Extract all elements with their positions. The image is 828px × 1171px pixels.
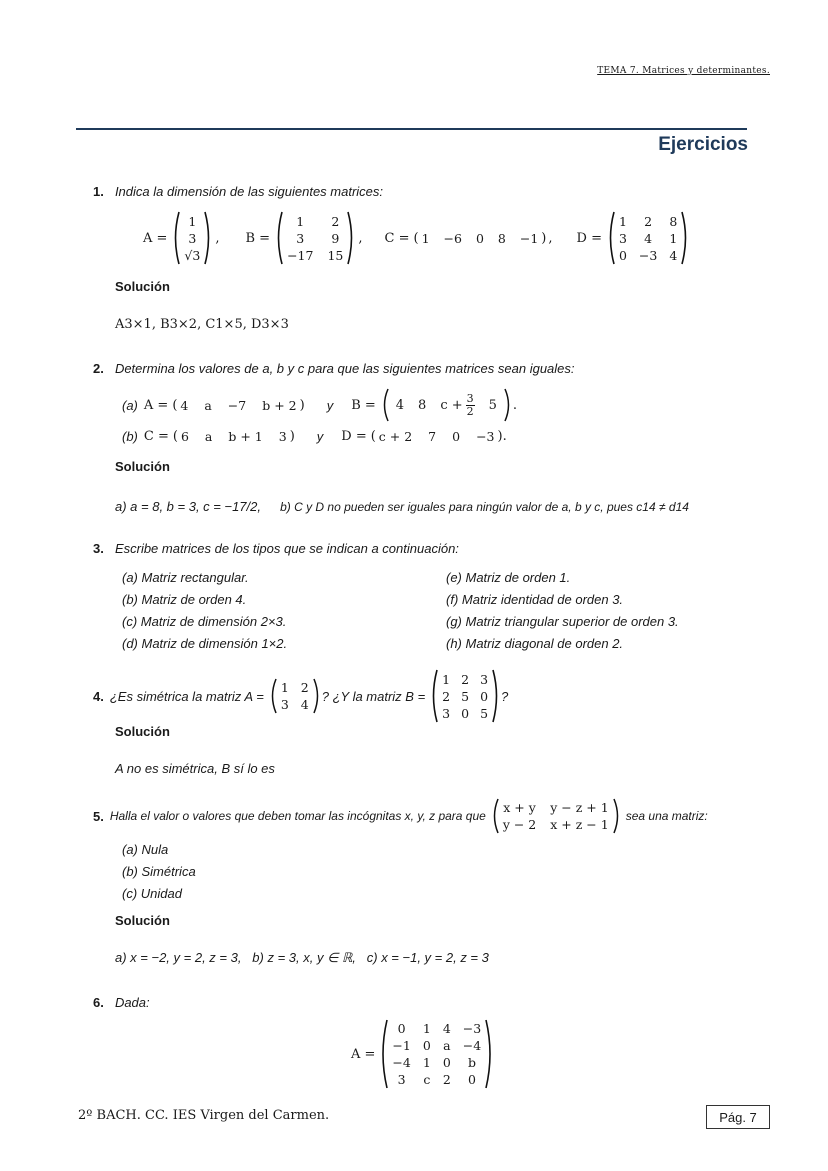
list-item: (c) Matriz de dimensión 2×3.	[122, 614, 287, 629]
cell: 8	[497, 230, 506, 246]
question-number: 6.	[93, 995, 104, 1010]
list-item: (b) Matriz de orden 4.	[122, 592, 247, 607]
cell: 2	[644, 213, 653, 229]
cell: 8	[669, 213, 678, 229]
solution-label: Solución	[115, 724, 170, 739]
cell: 0	[442, 1055, 451, 1070]
cell: x + z − 1	[550, 817, 609, 832]
question-number: 2.	[93, 361, 104, 376]
cell: 1	[188, 213, 197, 229]
list-item: (d) Matriz de dimensión 1×2.	[122, 636, 288, 651]
question-text: ?	[501, 688, 509, 704]
left-paren	[429, 668, 439, 724]
fraction-denominator: 2	[466, 404, 474, 418]
cell: 0	[475, 230, 484, 246]
matrix-a-grid	[281, 679, 309, 713]
matrix-m	[490, 797, 622, 835]
cell: 0	[452, 429, 461, 444]
cell: y − 2	[502, 817, 537, 832]
matrix-d	[606, 210, 690, 266]
q2-part-a: (a) A = ( 4 a −7 b + 2 ) y B = 4 8 c + 3 2 5 .	[122, 386, 517, 424]
question-text: Indica la dimensión de las siguientes matrices:	[114, 184, 384, 199]
cell: −4	[392, 1055, 411, 1070]
cell: c +	[440, 397, 463, 413]
cell: 2	[331, 213, 340, 229]
cell: 4	[442, 1021, 451, 1036]
matrix-b	[274, 210, 356, 266]
question-text: Determina los valores de a, b y c para que las siguientes matrices sean iguales:	[114, 361, 575, 376]
footer-school: 2º BACH. CC. IES Virgen del Carmen.	[78, 1108, 330, 1123]
matrix-c-grid	[422, 230, 539, 247]
cell: 1	[618, 213, 627, 229]
cell: 0	[422, 1038, 431, 1053]
cell: b	[467, 1055, 476, 1070]
matrix-d-grid	[619, 213, 677, 264]
cell: 2	[442, 688, 451, 704]
left-paren	[490, 797, 500, 835]
left-paren	[380, 387, 390, 423]
cell: 0	[397, 1021, 406, 1036]
cell: −6	[443, 230, 462, 246]
chapter-header: TEMA 7. Matrices y determinantes.	[597, 66, 770, 76]
question-3	[93, 538, 459, 557]
cell: b + 2	[262, 397, 297, 413]
matrix-a-grid	[184, 213, 200, 264]
right-paren	[503, 387, 513, 423]
matrix-m-grid	[503, 799, 609, 833]
right-paren	[491, 668, 501, 724]
right-paren	[680, 210, 690, 266]
q1-matrices: A = 1 3 √3 , B = 1 2 3 9 −17 15 , C = ( 1 −6 0 8 −1 ) , D = 1 2 8 3 4 1 0 −3 4	[143, 210, 690, 266]
left-paren	[171, 210, 181, 266]
cell: 4	[180, 397, 189, 413]
cell: 3	[397, 1072, 406, 1087]
cell: 3	[188, 230, 197, 246]
left-paren	[268, 677, 278, 715]
matrix-c: ( 1 −6 0 8 −1 )	[413, 230, 547, 246]
cell: y − z + 1	[550, 800, 609, 815]
cell: 4	[395, 397, 405, 413]
cell: 3	[618, 230, 627, 246]
cell: 3	[280, 697, 289, 712]
cell: 2	[461, 671, 470, 687]
cell: c	[423, 1072, 431, 1087]
right-paren	[612, 797, 622, 835]
row-matrix-d	[379, 428, 495, 445]
cell: 1	[669, 230, 678, 246]
cell: 3	[480, 671, 489, 687]
matrix-b-grid	[442, 671, 488, 722]
matrix-label: D =	[341, 429, 367, 444]
q1-answer: A3×1, B3×2, C1×5, D3×3	[115, 317, 289, 332]
row-matrix-a	[180, 397, 296, 414]
question-number: 1.	[93, 184, 104, 199]
cell: a	[204, 397, 212, 413]
list-item: (a) Nula	[122, 842, 169, 857]
question-text: sea una matriz:	[625, 809, 708, 823]
question-text: ¿Es simétrica la matriz A =	[109, 688, 264, 704]
fraction-numerator: 3	[466, 391, 474, 405]
left-paren	[379, 1018, 389, 1090]
cell: 3	[278, 429, 287, 444]
left-paren	[274, 210, 284, 266]
header-rule	[76, 128, 747, 130]
question-text: Halla el valor o valores que deben tomar las incógnitas x, y, z para que	[109, 809, 486, 823]
cell: 9	[331, 230, 340, 246]
cell: 3	[442, 705, 451, 721]
cell: b + 1	[228, 429, 263, 444]
list-item: (g) Matriz triangular superior de orden 3.	[446, 614, 679, 629]
cell: −4	[462, 1038, 482, 1053]
cell: 1	[280, 680, 289, 695]
cell: −17	[287, 247, 314, 263]
matrix-label: B =	[351, 397, 376, 413]
item-label: (a)	[122, 397, 138, 413]
question-6	[93, 992, 150, 1011]
right-paren	[346, 210, 356, 266]
cell: −3	[638, 247, 658, 263]
q5-answer: a) x = −2, y = 2, z = 3, b) z = 3, x, y ∈ ℝ, c) x = −1, y = 2, z = 3	[115, 950, 489, 965]
cell: 2	[442, 1072, 451, 1087]
cell: 5	[461, 688, 470, 704]
cell: √3	[184, 247, 201, 263]
matrix-label-a: A =	[143, 230, 168, 246]
matrix-a-grid	[392, 1020, 481, 1088]
question-1	[93, 181, 383, 200]
list-item: (e) Matriz de orden 1.	[446, 570, 571, 585]
matrix-label-c: C =	[384, 230, 410, 246]
question-5	[93, 796, 708, 836]
cell: 6	[180, 429, 189, 444]
cell: 0	[468, 1072, 476, 1087]
cell: 5	[480, 705, 489, 721]
question-text: ? ¿Y la matriz B =	[321, 688, 426, 704]
fraction	[466, 393, 475, 418]
question-text: Dada:	[114, 995, 150, 1010]
cell: −3	[462, 1021, 482, 1036]
question-number: 4.	[93, 688, 104, 704]
matrix-label: A =	[351, 1046, 376, 1062]
solution-label: Solución	[115, 279, 170, 294]
conjunction: y	[326, 397, 334, 413]
solution-label: Solución	[115, 913, 170, 928]
cell: 8	[418, 397, 427, 413]
cell: 2	[300, 680, 309, 695]
item-label: (b)	[122, 429, 138, 444]
solution-label: Solución	[115, 459, 170, 474]
cell: a	[204, 429, 213, 444]
cell: 0	[618, 247, 627, 263]
cell: 4	[669, 247, 678, 263]
right-paren	[203, 210, 213, 266]
matrix-a	[268, 677, 322, 715]
list-item: (c) Unidad	[122, 886, 182, 901]
left-paren	[606, 210, 616, 266]
cell: 1	[421, 230, 430, 246]
question-number: 3.	[93, 541, 104, 556]
q2-answer	[115, 496, 689, 515]
matrix-label-d: D =	[576, 230, 602, 246]
cell: −1	[392, 1038, 411, 1053]
matrix-label-b: B =	[245, 230, 271, 246]
cell: 1	[296, 213, 305, 229]
cell: 1	[422, 1055, 431, 1070]
answer-b: b) C y D no pueden ser iguales para ningún valor de a, b y c, pues c14 ≠ d14	[280, 500, 689, 514]
cell: 7	[428, 429, 437, 444]
matrix-b	[429, 668, 501, 724]
section-title: Ejercicios	[658, 134, 748, 155]
cell: c + 2	[378, 429, 413, 444]
question-number: 5.	[93, 808, 104, 824]
right-paren	[484, 1018, 494, 1090]
question-4	[93, 668, 508, 724]
cell: 3	[296, 230, 305, 246]
list-item: (a) Matriz rectangular.	[122, 570, 249, 585]
cell: x + y	[503, 800, 536, 815]
answer-a: a) a = 8, b = 3, c = −17/2,	[115, 499, 261, 514]
cell: a	[443, 1038, 451, 1053]
cell: −7	[227, 397, 247, 413]
cell: 5	[488, 397, 497, 413]
list-item: (b) Simétrica	[122, 864, 196, 879]
question-text: Escribe matrices de los tipos que se indican a continuación:	[114, 541, 459, 556]
list-item: (h) Matriz diagonal de orden 2.	[446, 636, 624, 651]
q4-answer: A no es simétrica, B sí lo es	[115, 761, 275, 776]
cell: 4	[300, 697, 309, 712]
matrix-a	[379, 1018, 494, 1090]
q2-part-b: (b) C = ( 6 a b + 1 3 ) y D = ( c + 2 7 0 −3 ).	[122, 429, 507, 444]
matrix-b-grid	[287, 213, 343, 264]
cell: 4	[644, 230, 653, 246]
q6-matrix	[351, 1018, 494, 1090]
right-paren	[312, 677, 322, 715]
cell: 15	[327, 247, 344, 263]
cell: 0	[480, 688, 489, 704]
cell: 0	[461, 705, 470, 721]
row-matrix-c	[181, 428, 287, 445]
conjunction: y	[316, 429, 324, 444]
cell: −1	[519, 230, 539, 246]
matrix-a	[171, 210, 213, 266]
matrix-label: A =	[143, 397, 169, 413]
cell: 1	[422, 1021, 431, 1036]
question-2	[93, 358, 575, 377]
list-item: (f) Matriz identidad de orden 3.	[446, 592, 624, 607]
matrix-label: C =	[143, 429, 169, 444]
cell: −3	[476, 429, 495, 444]
page-number: Pág. 7	[706, 1105, 770, 1129]
cell: 1	[442, 671, 451, 687]
